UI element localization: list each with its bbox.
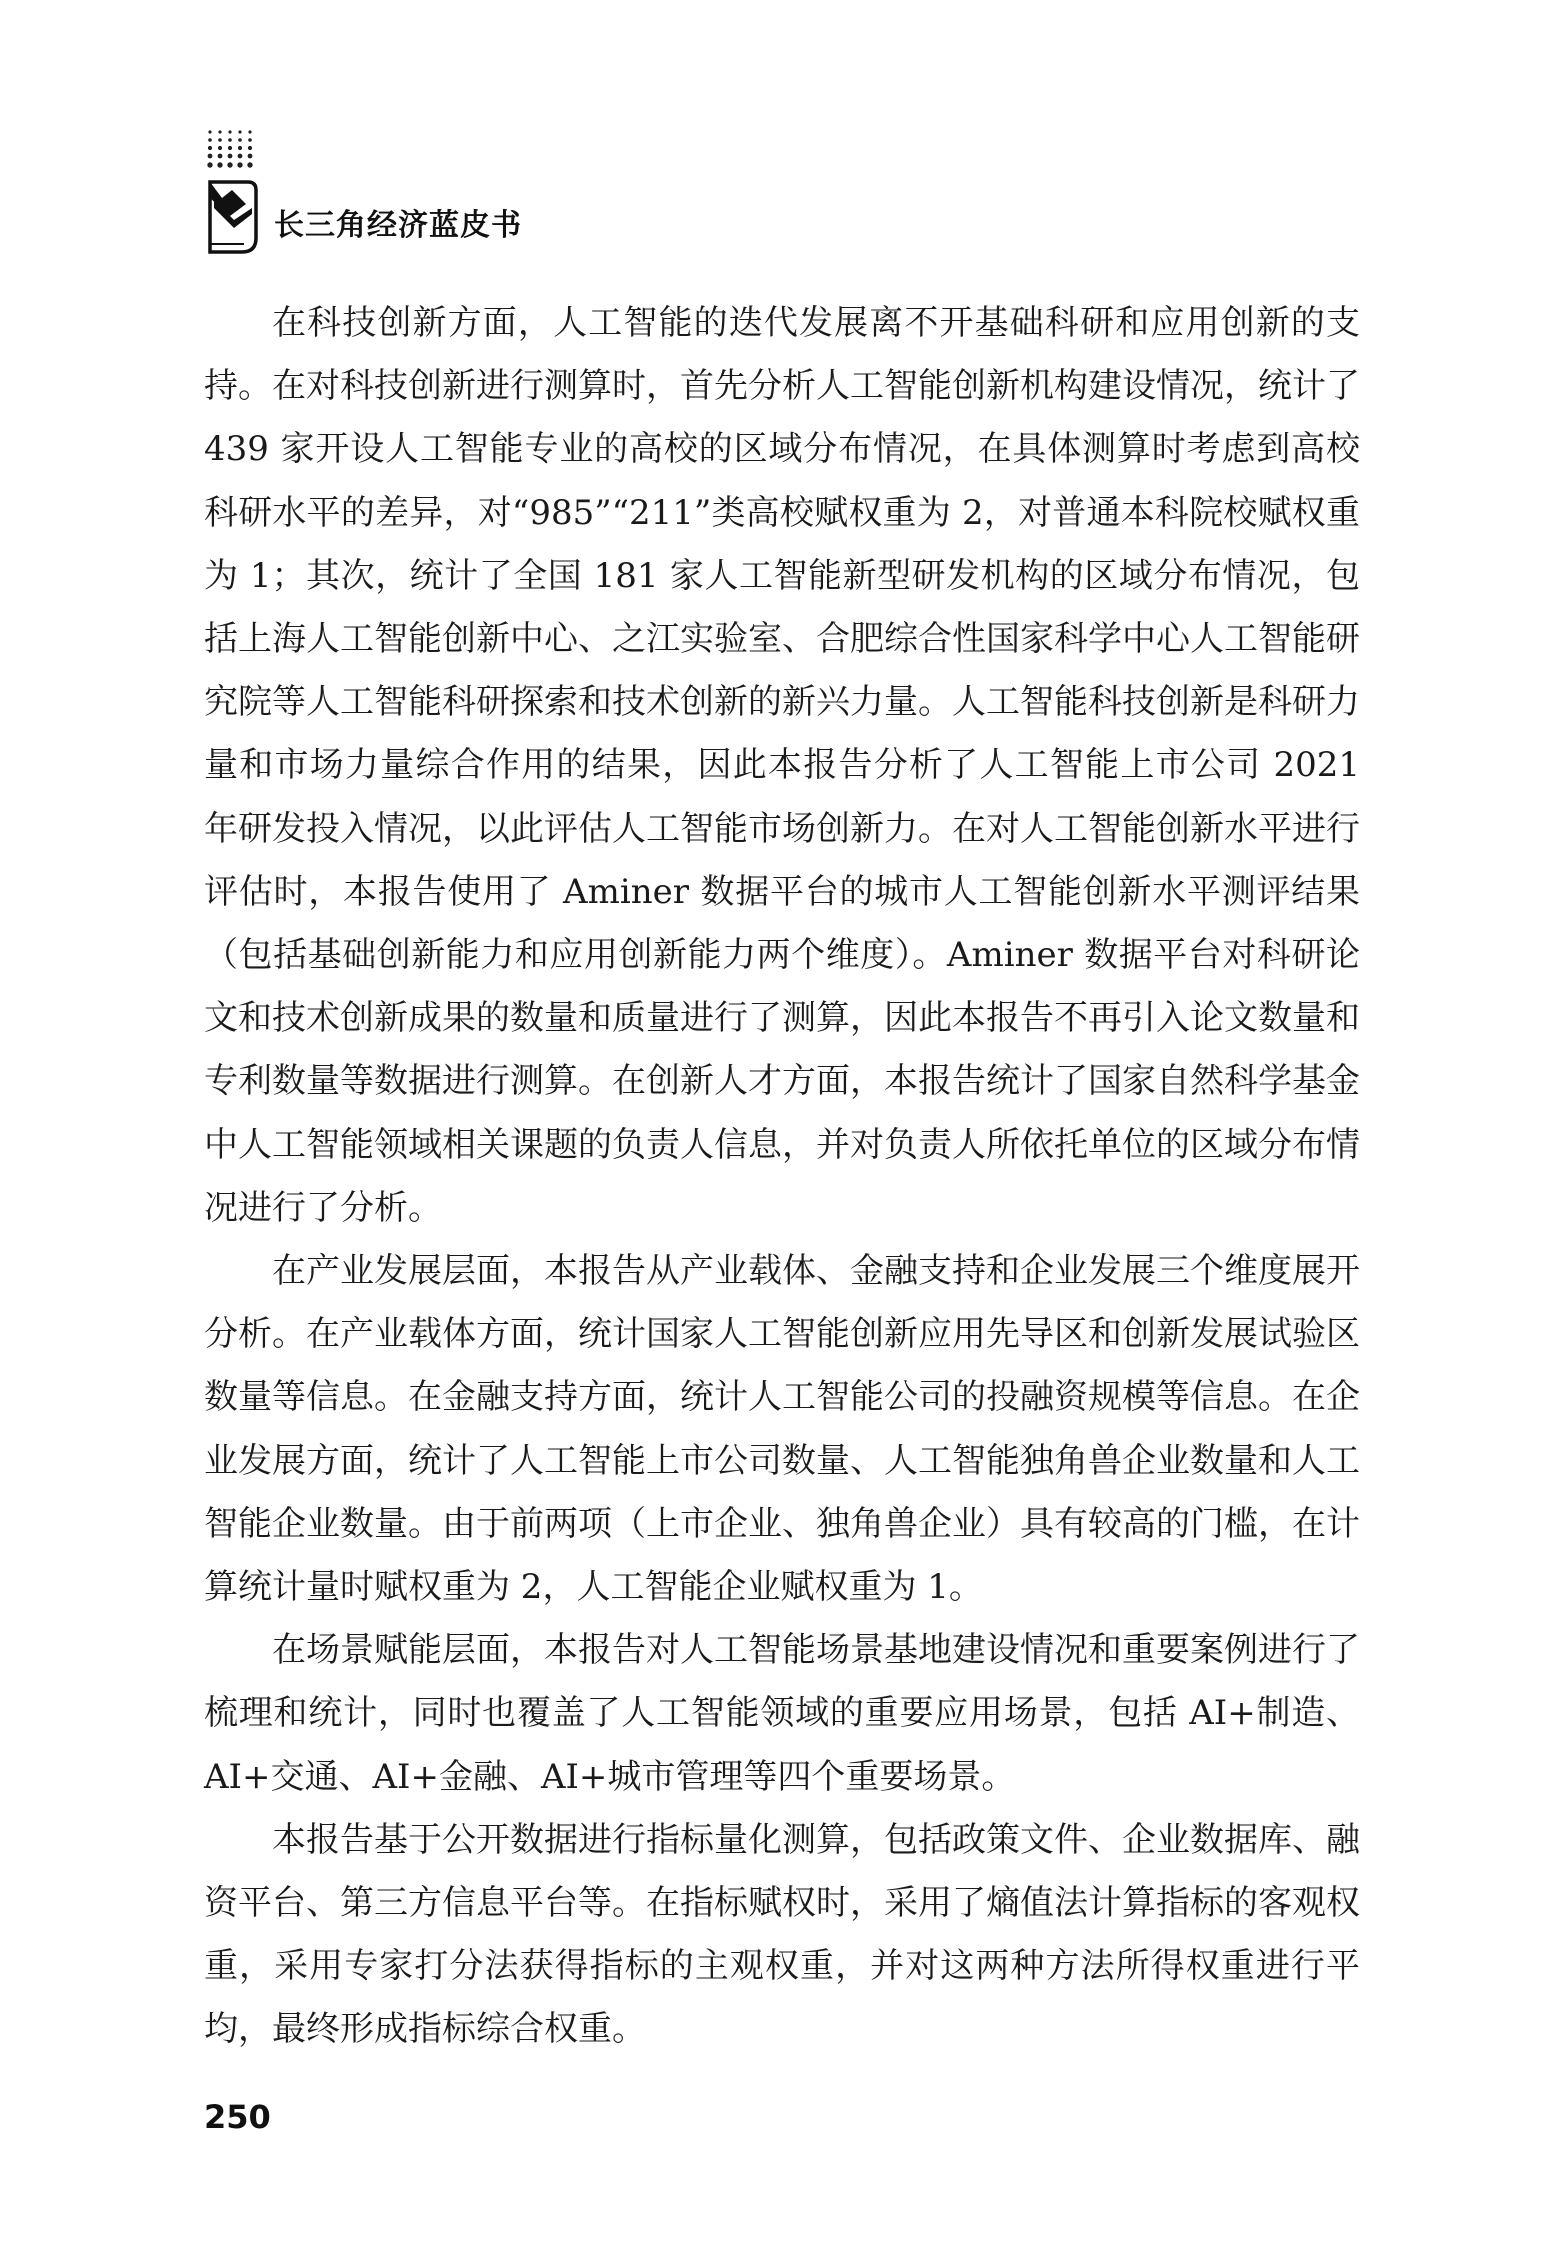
paragraph-data-methodology: 本报告基于公开数据进行指标量化测算，包括政策文件、企业数据库、融资平台、第三方信息平台等。在指标赋权时，采用了熵值法计算指标的客观权重，采用专家打分法获得指标的主观权重，并对这两种方法所得权重进行平均，最终形成指标综合权重。 [204, 1819, 1360, 2050]
paragraph-industry-development: 在产业发展层面，本报告从产业载体、金融支持和企业发展三个维度展开分析。在产业载体方面，统计国家人工智能创新应用先导区和创新发展试验区数量等信息。在金融支持方面，统计人工智能公司的投融资规模等信息。在企业发展方面，统计了人工智能上市公司数量、人工智能独角兽企业数量和人工智能企业数量。由于前两项（上市企业、独角兽企业）具有较高的门槛，在计算统计量时赋权重为 2，人工智能企业赋权重为 1。 [204, 1251, 1360, 1608]
page-number: 250 [204, 2098, 271, 2136]
book-title: 长三角经济蓝皮书 [274, 208, 522, 243]
body-text [204, 292, 1360, 2062]
running-header [204, 128, 604, 268]
paragraph-scenario-empowerment: 在场景赋能层面，本报告对人工智能场景基地建设情况和重要案例进行了梳理和统计，同时也覆盖了人工智能领域的重要应用场景，包括 AI+制造、AI+交通、AI+金融、AI+城市管理等四个重要场景。 [204, 1630, 1360, 1797]
book-icon [204, 178, 262, 258]
paragraph-tech-innovation: 在科技创新方面，人工智能的迭代发展离不开基础科研和应用创新的支持。在对科技创新进行测算时，首先分析人工智能创新机构建设情况，统计了 439 家开设人工智能专业的高校的区域分布情况，在具体测算时考虑到高校科研水平的差异，对“985”“211”类高校赋权重为 2，对普通本科院校赋权重为 1；其次，统计了全国 181 家人工智能新型研发机构的区域分布情况，包括上海人工智能创新中心、之江实验室、合肥综合性国家科学中心人工智能研究院等人工智能科研探索和技术创新的新兴力量。人工智能科技创新是科研力量和市场力量综合作用的结果，因此本报告分析了人工智能上市公司 2021 年研发投入情况，以此评估人工智能市场创新力。在对人工智能创新水平进行评估时，本报告使用了 Aminer 数据平台的城市人工智能创新水平测评结果（包括基础创新能力和应用创新能力两个维度）。Aminer 数据平台对科研论文和技术创新成果的数量和质量进行了测算，因此本报告不再引入论文数量和专利数量等数据进行测算。在创新人才方面，本报告统计了国家自然科学基金中人工智能领域相关课题的负责人信息，并对负责人所依托单位的区域分布情况进行了分析。 [204, 303, 1360, 1228]
dot-pattern-icon [206, 128, 256, 174]
